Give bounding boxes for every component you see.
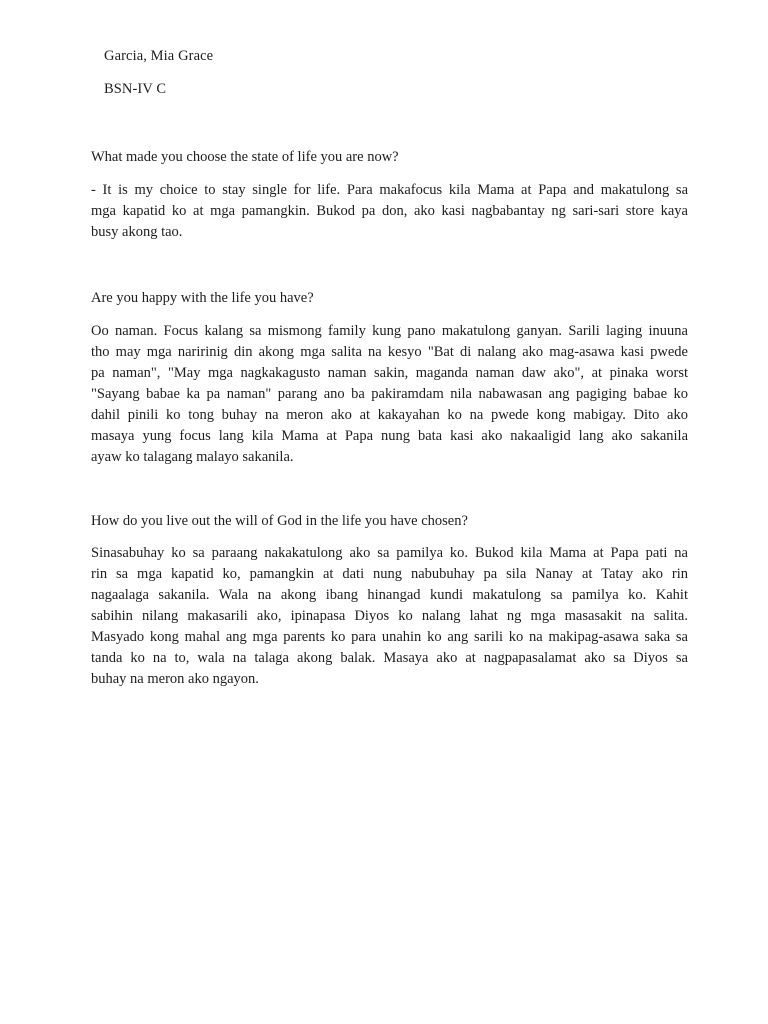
answer-1 [91, 180, 688, 243]
answer-3-line: nagaalaga sakanila. Wala na akong ibang hinangad kundi makatulong sa pamilya ko. Kahit [91, 587, 688, 603]
answer-2-line: masaya yung focus lang kila Mama at Papa nung bata kasi ako nakaaligid lang ako sakanila [91, 428, 688, 444]
answer-3-line: sabihin nilang makasarili ako, ipinapasa Diyos ko nalang lahat ng mga masasakit na salita. [91, 608, 688, 624]
student-name: Garcia, Mia Grace [104, 48, 214, 64]
student-section: BSN-IV C [104, 81, 167, 97]
answer-1-line: busy akong tao. [91, 224, 183, 240]
answer-2 [91, 321, 688, 468]
answer-1-line: mga kapatid ko at mga pamangkin. Bukod pa don, ako kasi nagbabantay ng sari-sari store kaya [91, 203, 688, 219]
answer-2-line: pa naman", "May mga nagkakagusto naman sakin, maganda naman daw ako", at pinaka worst [91, 365, 688, 381]
answer-2-line: Oo naman. Focus kalang sa mismong family kung pano makatulong ganyan. Sarili laging inuuna [91, 323, 688, 339]
answer-3 [91, 543, 688, 690]
answer-3-line: Sinasabuhay ko sa paraang nakakatulong ako sa pamilya ko. Bukod kila Mama at Papa pati na [91, 545, 688, 561]
question-2: Are you happy with the life you have? [91, 290, 314, 306]
answer-1-line: - It is my choice to stay single for life. Para makafocus kila Mama at Papa and makatulong sa [91, 182, 688, 198]
answer-2-line: "Sayang babae ka pa naman" parang ano ba pakiramdam nila nabawasan ang pagiging babae ko [91, 386, 688, 402]
answer-3-line: buhay na meron ako ngayon. [91, 671, 259, 687]
answer-3-line: rin sa mga kapatid ko, pamangkin at dati nung nabubuhay pa sila Nanay at Tatay ako rin [91, 566, 688, 582]
answer-2-line: tho may mga naririnig din akong mga salita na kesyo "Bat di nalang ako mag-asawa kasi pwede [91, 344, 688, 360]
answer-2-line: dahil pinili ko tong buhay na meron ako at kakayahan ko na pwede kong mabigay. Dito ako [91, 407, 688, 423]
answer-2-line: ayaw ko talagang malayo sakanila. [91, 449, 294, 465]
question-3: How do you live out the will of God in the life you have chosen? [91, 513, 468, 529]
answer-3-line: tanda ko na to, wala na talaga akong balak. Masaya ako at nagpapasalamat ako sa Diyos sa [91, 650, 688, 666]
question-1: What made you choose the state of life you are now? [91, 149, 399, 165]
answer-3-line: Masyado kong mahal ang mga parents ko para unahin ko ang sarili ko na makipag-asawa saka sa [91, 629, 688, 645]
